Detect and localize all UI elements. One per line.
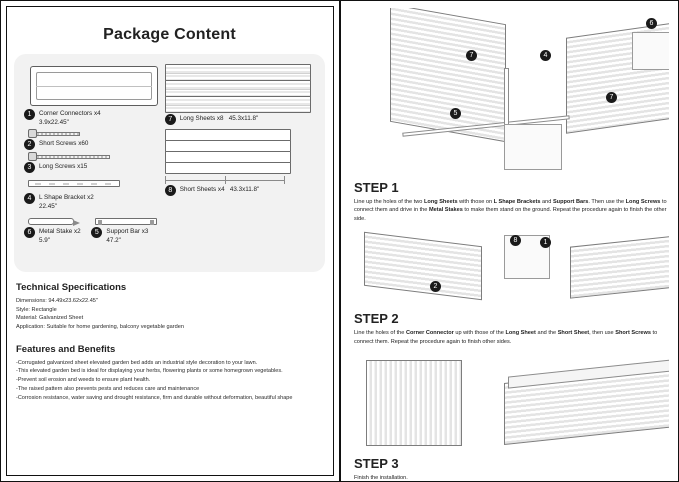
list-item-label: Long Screws x15 [39,163,88,170]
callout-5: 5 [450,108,461,119]
tech-spec-line: Material: Galvanized Sheet [16,315,84,322]
callout-number: 1 [24,109,35,120]
list-item-label: Metal Stake x2 5.9" [39,228,81,244]
step-1-title: STEP 1 [354,180,399,195]
callout-2: 2 [430,281,441,292]
list-item: -Prevent soil erosion and weeds to ensure plant health. [16,377,151,384]
callout-number: 2 [24,139,35,150]
features-title: Features and Benefits [16,343,116,355]
tech-spec-line: Application: Suitable for home gardening, balcony vegetable garden [16,323,184,330]
list-item-label: Short Screws x60 [39,140,89,147]
list-item: -This elevated garden bed is ideal for displaying your herbs, flowering plants or some homegrown vegetables. [16,368,283,375]
tech-spec-title: Technical Specifications [16,282,127,293]
callout-number: 7 [165,114,176,125]
callout-4: 4 [540,50,551,61]
list-item-dimension: 22.45" [39,202,57,210]
callout-number: 3 [24,162,35,173]
list-item-label: L Shape Bracket x2 22.45" [39,194,94,210]
step-2-title: STEP 2 [354,311,399,327]
step-2-text: Line the holes of the Corner Connector up with those of the Long Sheet and the Short Sheet, then use Short Screws to connect them. Repeat the procedure again to finish other sides. [354,330,658,345]
list-item-dimension: 5.9" [39,236,50,244]
step-3-text: Finish the installation. [354,474,408,481]
list-item-label: Long Sheets x8 45.3x11.8" [179,115,259,122]
callout-1: 1 [540,237,551,248]
callout-number: 5 [91,227,102,238]
step-1-text: Line up the holes of the two Long Sheets with those on L Shape Brackets and Support Bars. Then use the Long Screws to connect them and drive in the Metal Stakes to make them stand on the ground. Repeat the procedure again to finish the other side. [354,199,667,222]
list-item: -The raised pattern also prevents pests and reduces care and maintenance [16,386,200,393]
callout-number: 6 [24,227,35,238]
tech-spec-line: Style: Rectangle [16,306,57,313]
step-3-title: STEP 3 [354,455,399,471]
callout-number: 4 [24,193,35,204]
callout-7: 7 [466,50,477,61]
list-item-label: Short Sheets x4 43.3x11.8" [179,186,260,193]
list-item-dimension: 3.9x22.45" [39,118,69,126]
callout-6: 6 [646,18,657,29]
list-item: -Corrosion resistance, water saving and drought resistance, firm and durable without deformation, beautiful shape [16,394,293,401]
list-item-dimension: 47.2" [106,236,121,244]
callout-number: 8 [165,185,176,196]
list-item-label: Corner Connectors x4 3.9x22.45" [39,110,101,126]
list-item-dimension: 45.3x11.8" [228,115,259,122]
list-item-label: Support Bar x3 47.2" [106,228,149,244]
list-item: -Corrugated galvanized sheet elevated garden bed adds an industrial style decoration to your lawn. [16,359,258,366]
callout-7b: 7 [606,92,617,103]
list-item-dimension: 43.3x11.8" [229,186,260,193]
callout-8: 8 [510,235,521,246]
page-title: Package Content [103,26,236,43]
tech-spec-line: Dimensions: 94.49x23.62x22.45" [16,298,98,304]
